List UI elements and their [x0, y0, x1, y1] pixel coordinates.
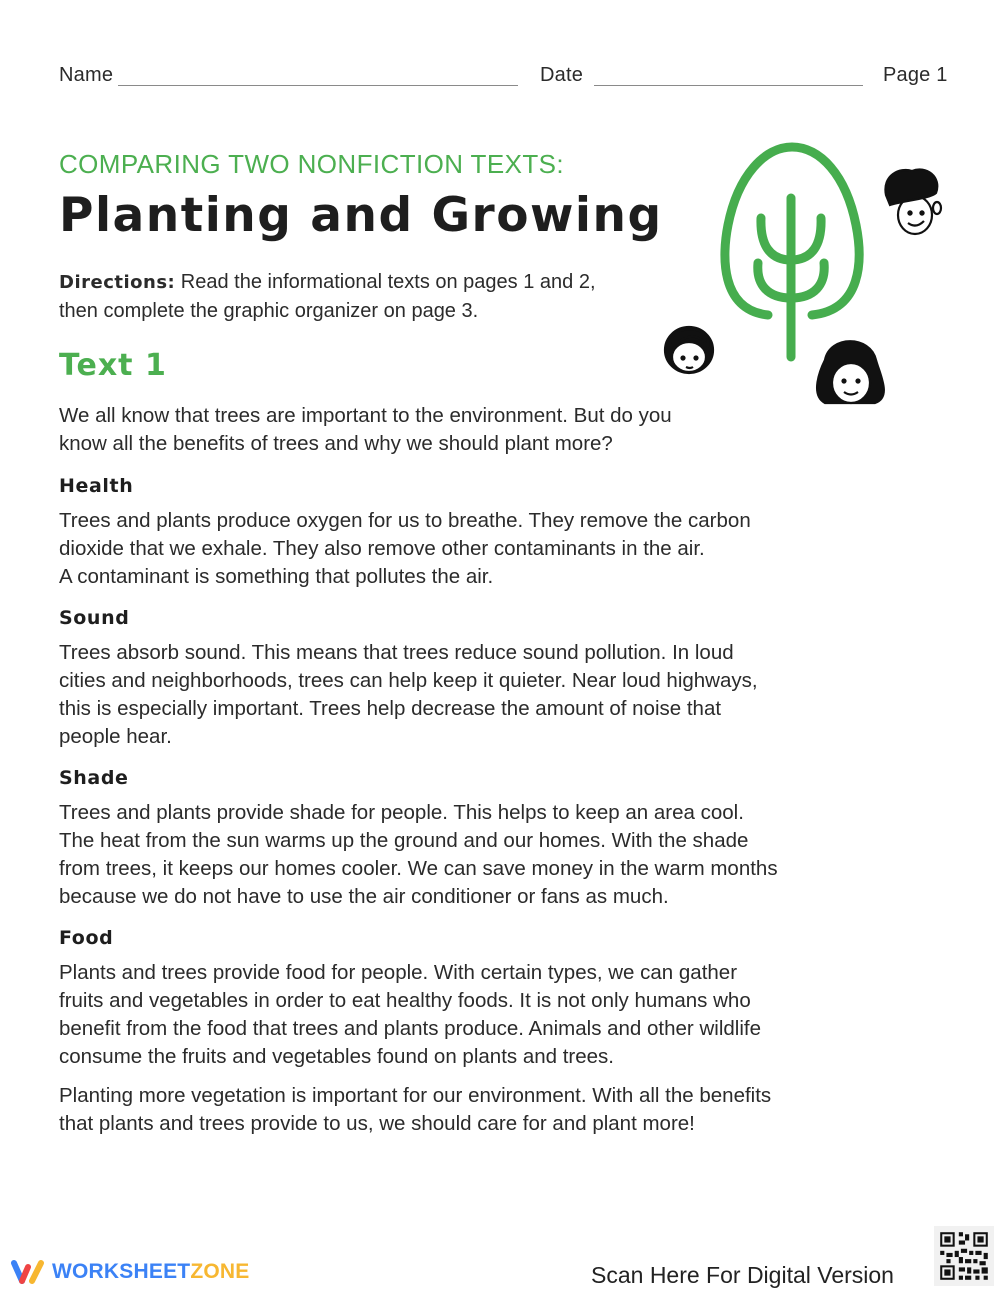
intro-line: We all know that trees are important to the environment. But do you [59, 404, 672, 427]
paragraph-line: Trees absorb sound. This means that trees reduce sound pollution. In loud [59, 641, 734, 664]
logo-word-worksheet: WORKSHEET [52, 1260, 191, 1283]
short-hair-child-face-icon [665, 327, 713, 373]
paragraph-line: that plants and trees provide to us, we should care for and plant more! [59, 1112, 695, 1135]
directions-label: Directions: [59, 272, 176, 293]
conclusion-paragraph [59, 1082, 919, 1138]
paragraph-sound [59, 639, 919, 751]
qr-code-icon[interactable] [934, 1226, 994, 1286]
date-field-line[interactable] [594, 85, 863, 86]
heading-health: Health [59, 475, 134, 497]
paragraph-line: Trees and plants provide shade for people. This helps to keep an area cool. [59, 801, 744, 824]
directions [59, 268, 699, 326]
heading-sound: Sound [59, 607, 130, 629]
paragraph-line: because we do not have to use the air conditioner or fans as much. [59, 885, 669, 908]
paragraph-line: dioxide that we exhale. They also remove other contaminants in the air. [59, 537, 705, 560]
scan-caption: Scan Here For Digital Version [591, 1262, 894, 1288]
logo-word-zone: ZONE [190, 1260, 250, 1283]
section-title: Text 1 [59, 348, 167, 383]
paragraph-health [59, 507, 919, 591]
paragraph-line: fruits and vegetables in order to eat healthy foods. It is not only humans who [59, 989, 751, 1012]
heading-shade: Shade [59, 767, 129, 789]
paragraph-line: A contaminant is something that pollutes the air. [59, 565, 494, 588]
worksheet-subtitle: COMPARING TWO NONFICTION TEXTS: [59, 149, 564, 179]
worksheetzone-logo[interactable] [10, 1258, 249, 1286]
paragraph-line: people hear. [59, 725, 172, 748]
paragraph-food [59, 959, 919, 1071]
paragraph-line: Trees and plants produce oxygen for us to breathe. They remove the carbon [59, 509, 751, 532]
paragraph-line: Plants and trees provide food for people. With certain types, we can gather [59, 961, 738, 984]
tree-icon [725, 147, 859, 357]
paragraph-line: benefit from the food that trees and plants produce. Animals and other wildlife [59, 1017, 761, 1040]
directions-line-1: Read the informational texts on pages 1 and 2, [180, 271, 596, 293]
paragraph-line: this is especially important. Trees help decrease the amount of noise that [59, 697, 722, 720]
paragraph-line: The heat from the sun warms up the ground and our homes. With the shade [59, 829, 749, 852]
paragraph-line: from trees, it keeps our homes cooler. We can save money in the warm months [59, 857, 778, 880]
paragraph-line: Planting more vegetation is important for our environment. With all the benefits [59, 1084, 772, 1107]
paragraph-shade [59, 799, 919, 911]
directions-line-2: then complete the graphic organizer on page 3. [59, 300, 479, 322]
name-label: Name [59, 64, 114, 86]
curly-hair-boy-face-icon [885, 169, 941, 234]
page-title: Planting and Growing [59, 188, 663, 243]
intro-line: know all the benefits of trees and why we should plant more? [59, 432, 613, 455]
date-label: Date [540, 64, 584, 86]
girl-face-icon [817, 341, 884, 403]
tree-illustration [660, 135, 950, 415]
intro-paragraph [59, 402, 919, 458]
logo-w-icon [10, 1258, 46, 1286]
heading-food: Food [59, 927, 114, 949]
paragraph-line: cities and neighborhoods, trees can help keep it quieter. Near loud highways, [59, 669, 758, 692]
name-field-line[interactable] [118, 85, 518, 86]
paragraph-line: consume the fruits and vegetables found on plants and trees. [59, 1045, 615, 1068]
page-number: Page 1 [883, 64, 948, 86]
